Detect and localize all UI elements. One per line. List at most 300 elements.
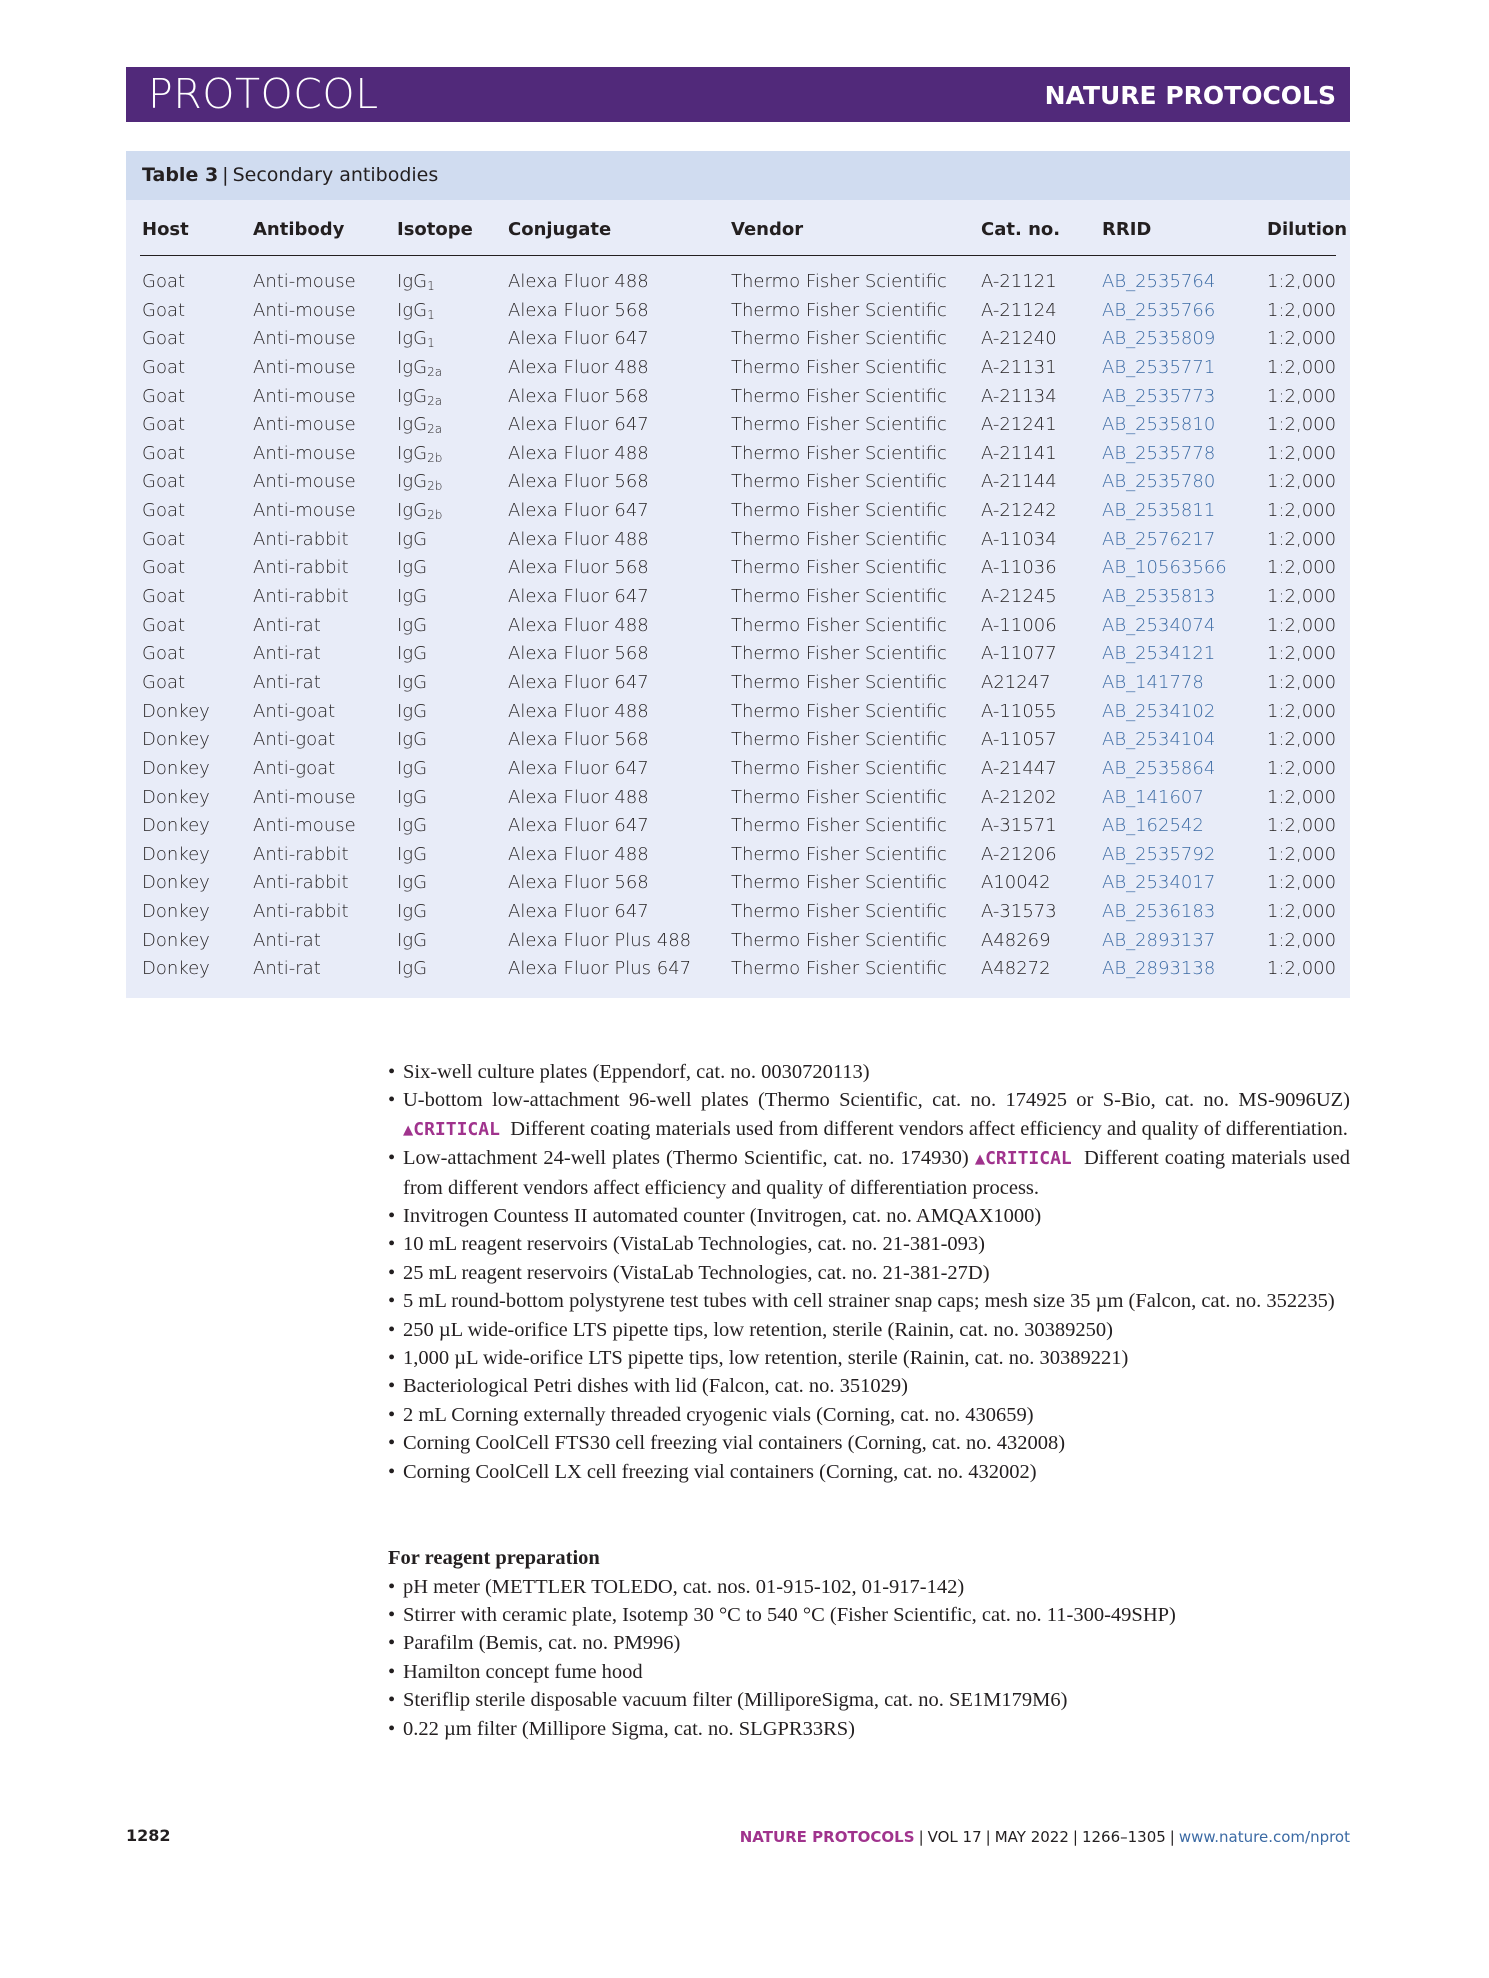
table-row [126, 583, 1350, 612]
cat-no-cell: A-21141 [981, 442, 1057, 464]
rrid-link[interactable]: AB_2576217 [1102, 528, 1216, 550]
isotope-base: IgG [397, 614, 428, 636]
host-cell: Donkey [142, 929, 210, 951]
rrid-link[interactable]: AB_2535766 [1102, 299, 1216, 321]
bullet-icon: • [388, 1290, 396, 1313]
rrid-link[interactable]: AB_2535864 [1102, 757, 1216, 779]
dilution-cell: 1:2,000 [1267, 958, 1337, 980]
rrid-link[interactable]: AB_2535813 [1102, 586, 1216, 608]
cat-no-cell: A10042 [981, 872, 1051, 894]
cat-no-cell: A-21134 [981, 385, 1057, 407]
bullet-icon: • [388, 1233, 396, 1256]
footer-separator: | [1072, 1828, 1078, 1846]
vendor-cell: Thermo Fisher Scientific [731, 442, 947, 464]
rrid-link[interactable]: AB_2535778 [1102, 442, 1216, 464]
table-header-row [126, 215, 1350, 245]
critical-badge [975, 1148, 1072, 1169]
table-row [126, 812, 1350, 841]
equipment-item [388, 1202, 1350, 1230]
vendor-cell: Thermo Fisher Scientific [731, 614, 947, 636]
cat-no-cell: A-21206 [981, 843, 1057, 865]
rrid-link[interactable]: AB_2534121 [1102, 643, 1216, 665]
dilution-cell: 1:2,000 [1267, 356, 1337, 378]
isotope-cell [397, 755, 427, 783]
isotope-base: IgG [397, 356, 428, 378]
isotope-cell [397, 268, 435, 296]
equipment-item-text: 5 mL round-bottom polystyrene test tubes with cell strainer snap caps; mesh size 35 µm (Falcon, cat. no. 352235) [403, 1290, 1335, 1313]
conjugate-cell: Alexa Fluor 488 [508, 271, 649, 292]
footer-separator: | [918, 1828, 924, 1846]
host-cell: Goat [142, 586, 186, 608]
vendor-cell: Thermo Fisher Scientific [731, 557, 947, 579]
reagent-prep-heading: For reagent preparation [388, 1547, 600, 1570]
isotope-cell [397, 812, 427, 840]
rrid-link[interactable]: AB_2535811 [1102, 500, 1216, 522]
antibody-cell: Anti-mouse [253, 815, 356, 837]
footer-separator: | [1169, 1828, 1175, 1846]
antibody-cell: Anti-rat [253, 614, 321, 636]
isotope-subscript: 1 [427, 279, 435, 293]
cat-no-cell: A-21447 [981, 757, 1057, 779]
dilution-cell: 1:2,000 [1267, 614, 1337, 636]
dilution-cell: 1:2,000 [1267, 700, 1337, 722]
vendor-cell: Thermo Fisher Scientific [731, 757, 947, 779]
bullet-icon: • [388, 1347, 396, 1370]
rrid-link[interactable]: AB_2536183 [1102, 901, 1216, 923]
bullet-icon: • [388, 1717, 396, 1740]
vendor-cell: Thermo Fisher Scientific [731, 786, 947, 808]
host-cell: Donkey [142, 786, 210, 808]
conjugate-cell: Alexa Fluor 488 [508, 843, 649, 865]
isotope-cell [397, 669, 427, 697]
host-cell: Donkey [142, 815, 210, 837]
dilution-cell: 1:2,000 [1267, 328, 1337, 350]
table-row [126, 698, 1350, 727]
table-row [126, 955, 1350, 984]
dilution-cell: 1:2,000 [1267, 500, 1337, 522]
conjugate-cell: Alexa Fluor 568 [508, 643, 649, 665]
antibody-cell: Anti-rabbit [253, 843, 349, 865]
vendor-cell: Thermo Fisher Scientific [731, 643, 947, 665]
host-cell: Donkey [142, 872, 210, 894]
reagent-prep-item-text: Parafilm (Bemis, cat. no. PM996) [403, 1632, 681, 1655]
reagent-prep-item-text: 0.22 µm filter (Millipore Sigma, cat. no. SLGPR33RS) [403, 1717, 855, 1740]
antibody-cell: Anti-mouse [253, 328, 356, 350]
conjugate-cell: Alexa Fluor 488 [508, 614, 649, 636]
host-cell: Goat [142, 528, 186, 550]
conjugate-cell: Alexa Fluor 647 [508, 901, 649, 923]
bullet-icon: • [388, 1261, 396, 1284]
host-cell: Goat [142, 414, 186, 436]
rrid-link[interactable]: AB_2534102 [1102, 700, 1216, 722]
rrid-link[interactable]: AB_2535810 [1102, 414, 1216, 436]
bullet-icon: • [388, 1632, 396, 1655]
vendor-cell: Thermo Fisher Scientific [731, 328, 947, 350]
vendor-cell: Thermo Fisher Scientific [731, 385, 947, 407]
vendor-cell: Thermo Fisher Scientific [731, 299, 947, 321]
bullet-icon: • [388, 1603, 396, 1626]
column-header: RRID [1102, 219, 1152, 240]
isotope-subscript: 2b [427, 450, 443, 465]
section-label: PROTOCOL [148, 70, 379, 118]
isotope-base: IgG [397, 271, 428, 292]
dilution-cell: 1:2,000 [1267, 929, 1337, 951]
antibody-cell: Anti-rat [253, 671, 321, 693]
antibody-cell: Anti-rat [253, 643, 321, 665]
table-row [126, 440, 1350, 469]
cat-no-cell: A-21124 [981, 299, 1057, 321]
vendor-cell: Thermo Fisher Scientific [731, 929, 947, 951]
isotope-cell [397, 869, 427, 897]
reagent-prep-item-text: Stirrer with ceramic plate, Isotemp 30 °C to 540 °C (Fisher Scientific, cat. no. 11-300-49SHP) [403, 1603, 1176, 1626]
table-title [142, 164, 438, 186]
antibody-cell: Anti-rabbit [253, 586, 349, 608]
rrid-link[interactable]: AB_2535809 [1102, 328, 1216, 350]
isotope-cell [397, 784, 427, 812]
vendor-cell: Thermo Fisher Scientific [731, 872, 947, 894]
equipment-item-text: 250 µL wide-orifice LTS pipette tips, low retention, sterile (Rainin, cat. no. 30389250) [403, 1318, 1113, 1341]
table-row [126, 612, 1350, 641]
bullet-icon: • [388, 1318, 396, 1341]
bullet-icon: • [388, 1660, 396, 1683]
vendor-cell: Thermo Fisher Scientific [731, 843, 947, 865]
secondary-antibodies-table [126, 151, 1350, 998]
isotope-base: IgG [397, 442, 428, 464]
dilution-cell: 1:2,000 [1267, 299, 1337, 321]
rrid-link[interactable]: AB_2893138 [1102, 958, 1216, 980]
bullet-icon: • [388, 1432, 396, 1455]
host-cell: Goat [142, 385, 186, 407]
conjugate-cell: Alexa Fluor 488 [508, 442, 649, 464]
rrid-link[interactable]: AB_2534074 [1102, 614, 1216, 636]
antibody-cell: Anti-rabbit [253, 557, 349, 579]
isotope-base: IgG [397, 385, 428, 407]
antibody-cell: Anti-mouse [253, 442, 356, 464]
rrid-link[interactable]: AB_10563566 [1102, 557, 1227, 579]
conjugate-cell: Alexa Fluor 568 [508, 471, 649, 493]
bullet-icon: • [388, 1061, 396, 1083]
rrid-link[interactable]: AB_2893137 [1102, 929, 1216, 951]
dilution-cell: 1:2,000 [1267, 671, 1337, 693]
isotope-base: IgG [397, 700, 428, 722]
table-row [126, 640, 1350, 669]
isotope-base: IgG [397, 643, 428, 665]
equipment-item [388, 1458, 1350, 1486]
isotope-base: IgG [397, 471, 428, 493]
isotope-cell [397, 383, 442, 411]
isotope-base: IgG [397, 757, 428, 779]
isotope-cell [397, 583, 427, 611]
isotope-base: IgG [397, 500, 428, 522]
critical-note: Different coating materials used from different vendors affect efficiency and quality of differentiation. [510, 1117, 1348, 1140]
equipment-item-text: Corning CoolCell FTS30 cell freezing vial containers (Corning, cat. no. 432008) [403, 1432, 1066, 1455]
rrid-link[interactable]: AB_2535764 [1102, 271, 1216, 292]
column-header: Isotope [397, 219, 473, 240]
reagent-prep-list [388, 1573, 1350, 1743]
host-cell: Goat [142, 299, 186, 321]
isotope-cell [397, 554, 427, 582]
reagent-prep-item [388, 1601, 1350, 1629]
dilution-cell: 1:2,000 [1267, 528, 1337, 550]
reagent-prep-item-text: pH meter (METTLER TOLEDO, cat. nos. 01-915-102, 01-917-142) [403, 1575, 965, 1598]
cat-no-cell: A-11055 [981, 700, 1057, 722]
antibody-cell: Anti-mouse [253, 356, 356, 378]
cat-no-cell: A-21131 [981, 356, 1057, 378]
conjugate-cell: Alexa Fluor 488 [508, 700, 649, 722]
isotope-base: IgG [397, 328, 428, 350]
table-row [126, 325, 1350, 354]
table-row [126, 726, 1350, 755]
equipment-section [388, 1058, 1350, 1743]
conjugate-cell: Alexa Fluor 568 [508, 729, 649, 751]
host-cell: Donkey [142, 729, 210, 751]
equipment-item-text: Invitrogen Countess II automated counter (Invitrogen, cat. no. AMQAX1000) [403, 1205, 1042, 1228]
conjugate-cell: Alexa Fluor 568 [508, 872, 649, 894]
table-name: Secondary antibodies [232, 164, 439, 186]
isotope-base: IgG [397, 528, 428, 550]
equipment-item-text: Six-well culture plates (Eppendorf, cat. no. 0030720113) [403, 1061, 870, 1083]
rrid-link[interactable]: AB_2535771 [1102, 356, 1216, 378]
host-cell: Goat [142, 442, 186, 464]
antibody-cell: Anti-rabbit [253, 528, 349, 550]
isotope-subscript: 2a [427, 364, 443, 379]
isotope-subscript: 1 [427, 336, 435, 351]
bullet-icon: • [388, 1460, 396, 1483]
column-header: Dilution [1267, 219, 1348, 240]
table-row [126, 354, 1350, 383]
footer-volume: VOL 17 [927, 1828, 982, 1846]
table-row [126, 268, 1350, 297]
cat-no-cell: A-31571 [981, 815, 1057, 837]
vendor-cell: Thermo Fisher Scientific [731, 700, 947, 722]
isotope-cell [397, 526, 427, 554]
table-row [126, 497, 1350, 526]
rrid-link[interactable]: AB_2534017 [1102, 872, 1216, 894]
isotope-base: IgG [397, 729, 428, 751]
bullet-icon: • [388, 1689, 396, 1712]
host-cell: Donkey [142, 843, 210, 865]
table-row [126, 526, 1350, 555]
footer-date: MAY 2022 [994, 1828, 1069, 1846]
conjugate-cell: Alexa Fluor 568 [508, 557, 649, 579]
conjugate-cell: Alexa Fluor 647 [508, 586, 649, 608]
reagent-prep-item [388, 1573, 1350, 1601]
isotope-cell [397, 497, 442, 525]
table-row [126, 784, 1350, 813]
dilution-cell: 1:2,000 [1267, 872, 1337, 894]
host-cell: Goat [142, 271, 186, 292]
reagent-prep-item [388, 1686, 1350, 1714]
vendor-cell: Thermo Fisher Scientific [731, 414, 947, 436]
critical-triangle-icon: ▲ [403, 1119, 414, 1140]
host-cell: Goat [142, 471, 186, 493]
column-header: Antibody [253, 219, 345, 240]
antibody-cell: Anti-goat [253, 757, 336, 779]
isotope-subscript: 2b [427, 508, 443, 523]
isotope-base: IgG [397, 557, 428, 579]
host-cell: Donkey [142, 757, 210, 779]
isotope-cell [397, 955, 427, 983]
antibody-cell: Anti-rat [253, 958, 321, 980]
antibody-cell: Anti-rabbit [253, 872, 349, 894]
vendor-cell: Thermo Fisher Scientific [731, 901, 947, 923]
conjugate-cell: Alexa Fluor 488 [508, 528, 649, 550]
vendor-cell: Thermo Fisher Scientific [731, 586, 947, 608]
cat-no-cell: A-11077 [981, 643, 1057, 665]
vendor-cell: Thermo Fisher Scientific [731, 356, 947, 378]
equipment-item-text: 2 mL Corning externally threaded cryogenic vials (Corning, cat. no. 430659) [403, 1403, 1034, 1426]
host-cell: Donkey [142, 901, 210, 923]
isotope-subscript: 2a [427, 422, 443, 437]
rrid-link[interactable]: AB_2535792 [1102, 843, 1216, 865]
host-cell: Goat [142, 614, 186, 636]
antibody-cell: Anti-mouse [253, 271, 356, 292]
equipment-item-text: Low-attachment 24-well plates (Thermo Scientific, cat. no. 174930) [403, 1147, 969, 1170]
dilution-cell: 1:2,000 [1267, 729, 1337, 751]
equipment-item-text: Bacteriological Petri dishes with lid (Falcon, cat. no. 351029) [403, 1375, 908, 1398]
antibody-cell: Anti-mouse [253, 471, 356, 493]
reagent-prep-item [388, 1658, 1350, 1686]
antibody-cell: Anti-rabbit [253, 901, 349, 923]
footer-url-link[interactable]: www.nature.com/nprot [1178, 1828, 1350, 1846]
host-cell: Goat [142, 643, 186, 665]
cat-no-cell: A-21202 [981, 786, 1057, 808]
bullet-icon: • [388, 1089, 396, 1112]
table-row [126, 554, 1350, 583]
antibody-cell: Anti-mouse [253, 414, 356, 436]
rrid-link[interactable]: AB_162542 [1102, 815, 1204, 837]
host-cell: Donkey [142, 958, 210, 980]
antibody-cell: Anti-mouse [253, 299, 356, 321]
equipment-item [388, 1230, 1350, 1258]
vendor-cell: Thermo Fisher Scientific [731, 729, 947, 751]
host-cell: Goat [142, 328, 186, 350]
reagent-prep-item [388, 1715, 1350, 1743]
table-row [126, 869, 1350, 898]
table-row [126, 669, 1350, 698]
host-cell: Goat [142, 671, 186, 693]
isotope-cell [397, 841, 427, 869]
equipment-item [388, 1429, 1350, 1457]
rrid-link[interactable]: AB_141778 [1102, 671, 1204, 693]
equipment-item [388, 1144, 1350, 1202]
equipment-item-text: 10 mL reagent reservoirs (VistaLab Technologies, cat. no. 21-381-093) [403, 1233, 985, 1256]
critical-label: CRITICAL [413, 1118, 500, 1140]
rrid-link[interactable]: AB_2534104 [1102, 729, 1216, 751]
rrid-link[interactable]: AB_2535780 [1102, 471, 1216, 493]
conjugate-cell: Alexa Fluor 647 [508, 500, 649, 522]
cat-no-cell: A-21245 [981, 586, 1057, 608]
table-row [126, 468, 1350, 497]
critical-badge [403, 1119, 500, 1140]
table-title-separator: | [222, 164, 229, 186]
conjugate-cell: Alexa Fluor Plus 488 [508, 929, 692, 951]
vendor-cell: Thermo Fisher Scientific [731, 815, 947, 837]
dilution-cell: 1:2,000 [1267, 815, 1337, 837]
isotope-base: IgG [397, 843, 428, 865]
reagent-prep-item [388, 1629, 1350, 1657]
critical-note: Different coating materials used from different vendors affect efficiency and quality of differentiation process. [403, 1147, 1351, 1199]
host-cell: Goat [142, 356, 186, 378]
column-header: Host [142, 219, 189, 240]
page-number: 1282 [126, 1826, 171, 1845]
dilution-cell: 1:2,000 [1267, 442, 1337, 464]
conjugate-cell: Alexa Fluor 488 [508, 786, 649, 808]
dilution-cell: 1:2,000 [1267, 414, 1337, 436]
dilution-cell: 1:2,000 [1267, 757, 1337, 779]
cat-no-cell: A48269 [981, 929, 1051, 951]
equipment-item [388, 1344, 1350, 1372]
isotope-cell [397, 898, 427, 926]
cat-no-cell: A-21240 [981, 328, 1057, 350]
vendor-cell: Thermo Fisher Scientific [731, 471, 947, 493]
isotope-cell [397, 411, 442, 439]
isotope-base: IgG [397, 958, 428, 980]
cat-no-cell: A-21121 [981, 271, 1057, 292]
isotope-cell [397, 354, 442, 382]
critical-triangle-icon: ▲ [974, 1149, 986, 1170]
reagent-prep-item-text: Hamilton concept fume hood [403, 1660, 643, 1683]
cat-no-cell: A-11006 [981, 614, 1057, 636]
table-row [126, 755, 1350, 784]
dilution-cell: 1:2,000 [1267, 271, 1337, 292]
dilution-cell: 1:2,000 [1267, 557, 1337, 579]
cat-no-cell: A-21241 [981, 414, 1057, 436]
cat-no-cell: A21247 [981, 671, 1051, 693]
conjugate-cell: Alexa Fluor 568 [508, 385, 649, 407]
antibody-cell: Anti-mouse [253, 786, 356, 808]
bullet-icon: • [388, 1403, 396, 1426]
journal-name: NATURE PROTOCOLS [1044, 81, 1336, 110]
table-title-bar [126, 151, 1350, 200]
antibody-cell: Anti-mouse [253, 500, 356, 522]
dilution-cell: 1:2,000 [1267, 643, 1337, 665]
table-row [126, 383, 1350, 412]
isotope-base: IgG [397, 786, 428, 808]
vendor-cell: Thermo Fisher Scientific [731, 528, 947, 550]
rrid-link[interactable]: AB_141607 [1102, 786, 1204, 808]
cat-no-cell: A-21242 [981, 500, 1057, 522]
dilution-cell: 1:2,000 [1267, 843, 1337, 865]
isotope-base: IgG [397, 299, 428, 321]
vendor-cell: Thermo Fisher Scientific [731, 671, 947, 693]
host-cell: Donkey [142, 700, 210, 722]
isotope-cell [397, 325, 435, 353]
cat-no-cell: A-11057 [981, 729, 1057, 751]
column-header: Vendor [731, 219, 804, 240]
antibody-cell: Anti-goat [253, 700, 336, 722]
header-banner [126, 67, 1350, 122]
header-divider [140, 255, 1336, 256]
equipment-list [388, 1058, 1350, 1486]
bullet-icon: • [388, 1575, 396, 1598]
isotope-base: IgG [397, 901, 428, 923]
dilution-cell: 1:2,000 [1267, 471, 1337, 493]
dilution-cell: 1:2,000 [1267, 385, 1337, 407]
reagent-prep-item-text: Steriflip sterile disposable vacuum filter (MilliporeSigma, cat. no. SE1M179M6) [403, 1689, 1068, 1712]
conjugate-cell: Alexa Fluor 488 [508, 356, 649, 378]
rrid-link[interactable]: AB_2535773 [1102, 385, 1216, 407]
host-cell: Goat [142, 500, 186, 522]
conjugate-cell: Alexa Fluor 647 [508, 414, 649, 436]
conjugate-cell: Alexa Fluor 647 [508, 671, 649, 693]
bullet-icon: • [388, 1147, 396, 1170]
equipment-item-text: 1,000 µL wide-orifice LTS pipette tips, low retention, sterile (Rainin, cat. no. 30389221) [403, 1347, 1129, 1370]
conjugate-cell: Alexa Fluor 647 [508, 757, 649, 779]
isotope-base: IgG [397, 671, 428, 693]
isotope-cell [397, 640, 427, 668]
table-body [126, 268, 1350, 984]
